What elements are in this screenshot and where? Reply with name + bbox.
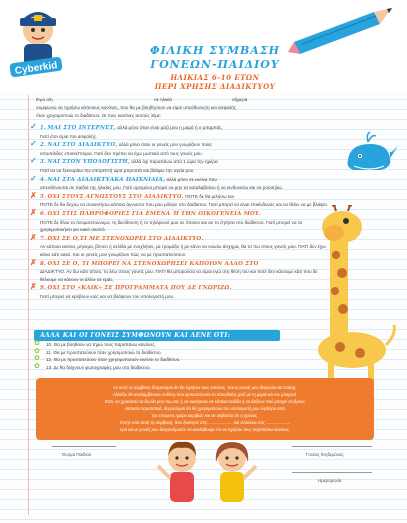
svg-text:Cyberkid: Cyberkid <box>14 60 59 77</box>
flower-icon: ✿ <box>34 362 40 370</box>
list-item: ✿ 13. Δε θα δείχνουν φωτογραφίες μου στο διαδίκτυο. <box>34 362 151 370</box>
rule-item: ✓ 1. ΜΑΙ ΣΤΟ ΙΝΤΕΡΝΕΤ, αλλά μόνο όταν είναι μαζί μου η μαμά ή ο μπαμπάς. Γιατί έτσι είμαι πιο ασφαλής. <box>30 122 223 139</box>
date-label: Ημερομηνία <box>318 478 342 483</box>
rule-item: ✗ 7. ΟΧΙ ΣΕ Ο,ΤΙ ΜΕ ΣΤΕΝΟΧΩΡΕΙ ΣΤΟ ΔΙΑΔΙΚΤΥΟ. Αν κάποια εικόνα, μήνυμα, βίντεο ή σελίδα με ενοχλήσει, με τρομάξει ή με κάνει να νιώσω άσχημα, θα το πω στους γονείς μου. ΠΑΤΙ δεν έχω κάνει κάτι κακό. Και οι γονείς μου γνωρίζουν πώς να με προστατεύσουν. <box>30 232 326 257</box>
rule-item: ✗ 9. ΟΧΙ ΣΤΟ «ΚΛΙΚ» ΣΕ ΠΡΟΓΡΑΜΜΑΤΑ ΠΟΥ ΔΕ ΓΝΩΡΙΖΩ. Γιατί μπορεί να κρύβουν ιούς και να βλάψουν τον υπολογιστή μου. <box>30 282 232 299</box>
subtitle-line2: ΠΕΡΙ ΧΡΗΣΗΣ ΔΙΑΔΙΚΤΥΟΥ <box>154 82 276 91</box>
cross-icon: ✗ <box>30 207 37 217</box>
cross-icon: ✗ <box>30 257 37 267</box>
date-line[interactable] <box>292 472 372 473</box>
rule-item: ✓ 2. ΝΑΙ ΣΤΟ ΔΙΑΔΙΚΤΥΟ, αλλά μόνο όταν οι γονείς μου γνωρίζουν ποιες ιστοσελίδες επισκέπτομαι. Γιατί δεν πρέπει να έχω μυστικά από τους γονείς μου. <box>30 139 213 156</box>
rule-item: ✓ 4. ΝΑΙ ΣΤΑ ΔΙΑΔΙΚΤΥΑΚΑ ΠΑΙΧΝΙΔΙΑ, αλλά μόνο σε εκείνα που απευθύνονται σε παιδιά της ηλικίας μου. Γιατί ορισμένα μπορεί να μην τα καταλαβαίνω ή να κινδυνεύω και να ρούσηλώ. <box>30 173 283 191</box>
cross-icon: ✗ <box>30 232 37 242</box>
check-icon: ✓ <box>30 156 37 166</box>
rule-item: ✗ 6. ΟΧΙ ΣΤΙΣ ΠΛΗΡΟΦΟΡΙΕΣ ΓΙΑ ΕΜΕΝΑ Ή ΤΗΝ ΟΙΚΟΓΕΝΕΙΑ ΜΟΥ. ΠΟΤΕ δε δίνω το όνοματεπώνυμο, τη διεύθυνση ή το τηλέφωνό μου σε όποιον και αν το ζητήσει στο διαδίκτυο. Γιατί μπορεί να τα χρησιμοποιήσει για κακό σκοπό. <box>30 207 303 233</box>
pencil-illustration <box>288 8 398 68</box>
child-signature-label: Όνομα Παιδιού <box>62 452 92 457</box>
cross-icon: ✗ <box>30 190 37 200</box>
title-block <box>120 44 310 91</box>
rule-item: ✗ 5. ΟΧΙ ΣΤΟΥΣ ΑΓΝΩΣΤΟΥΣ ΣΤΟ ΔΙΑΔΙΚΤΥΟ. ΠΟΤΕ δε θα μιλήσω και ΠΟΤΕ δε θα δεχτώ να συναντήσω κάποιο άγνωστο που μου μίλησε στο διαδίκτυο. Γιατί μπορεί να είναι επικίνδυνος και να θέλει να με βλάψει. <box>30 190 328 208</box>
check-icon: ✓ <box>30 122 37 131</box>
parents-section <box>34 330 280 371</box>
label-date: σήμερα <box>232 97 248 102</box>
rule-item: ✗ 8. ΟΧΙ ΣΕ Ο, ΤΙ ΜΠΟΡΕΙ ΝΑ ΣΤΕΝΟΧΩΡΗΣΕΙ ΚΑΠΟΙΟΝ ΑΛΛΟ ΣΤΟ ΔΙΑΔΙΚΤΥΟ. Αν δω κάτι τέτοιο, το λέω στους γονείς μου. ΠΑΤΙ θα μπορούσα να είμαι εγώ στη θέση του και ποτέ δεν κάνουμε κάτι που δε θέλουμε να κάνουν οι άλλοι σε εμάς. <box>30 257 318 282</box>
kids-illustration <box>152 436 262 516</box>
giraffe-illustration <box>290 205 402 385</box>
margin-line <box>28 95 29 515</box>
rules-list <box>30 124 330 301</box>
cross-icon: ✗ <box>30 282 37 292</box>
agreement-text: Αν αυτή τη σύμβαση δεσμεύομαι ότι θα τηρήσω τους κανόνες. Και οι γονείς μου δεσμεύονται επίσης. Αλλάζω θα αναλαμβάνουν ευθύνη που εμπιστεύονται τα σπουδαίας μαζί με τη μαμά και τον μπαμπά. Έτσι, αν χρειαστεί να δω θα μου πω σας ή να ασκήσουν σε κάποια σελίδα ή να δείξουν πού μπορεί να βρουν έκτακτα περιστατικά, δεσμεύομαι ότι θα χρησιμοποιώ τον υπολογιστή μου λιγότερο από την επόμενη ημέρα ακριβώς και να σεβαστώ ότι ο χρόνος. Έκτην από αυτή τη σύμβαση, που ξεκίνησε στις: .................... και τελειώνει στις: .................... εγώ και οι γονείς μου δεσμευόμαστε να αναλάβουμε ότι να τηρήσω τους παραπάνω κανόνες. <box>104 385 306 432</box>
child-signature-line[interactable] <box>52 446 116 447</box>
flower-icon: ✿ <box>34 355 40 363</box>
parent-signature-label: Γονέας /Κηδεμόνας <box>306 452 344 457</box>
cyberkid-logo <box>6 6 66 88</box>
header <box>0 0 407 92</box>
intro-line2: συμφωνώ να τηρήσω κάποιους κανόνες, που θα με βοηθήσουν να είμαι υπεύθυνος/η και ασφαλής <box>36 105 237 110</box>
list-item: ✿ 12. Θα με προστατεύουν όταν χρησιμοποιούν εκείνοι το διαδίκτυο. <box>34 355 181 363</box>
whale-illustration <box>340 130 400 180</box>
label-age: σε ηλικία <box>154 97 173 102</box>
parents-title: ΑΛΛΑ ΚΑΙ ΟΙ ΓΟΝΕΙΣ ΣΥΜΦΩΝΟΥΝ ΚΑΙ ΛΕΝΕ ΟΤΙ: <box>34 330 280 341</box>
intro-block <box>36 96 366 120</box>
check-icon: ✓ <box>30 173 37 183</box>
label-name: Εγώ ο/η <box>36 97 53 102</box>
title-line1: ΦΙΛΙΚΗ ΣΥΜΒΑΣΗ <box>150 44 280 57</box>
parent-signature-line[interactable] <box>292 446 372 447</box>
flower-icon: ✿ <box>34 347 40 355</box>
flower-icon: ✿ <box>34 340 40 347</box>
list-item: ✿ 10. Θα με βοηθούν να τηρώ τους παραπάνω κανόνες. <box>34 340 156 347</box>
agreement-box <box>36 378 374 440</box>
list-item: ✿ 11. Θα με προστατεύουν όταν χρησιμοποιώ το διαδίκτυο. <box>34 347 162 355</box>
rule-item: ✓ 3. ΝΑΙ ΣΤΟΝ ΥΠΟΛΟΓΙΣΤΗ, αλλά όχι παραπάνω από 1 ώρα την ημέρα. Γιατί να να ξεκουράω την επιτρεπτή ώρα μπροστά και βλάφω την υγεία μου. <box>30 156 219 173</box>
check-icon: ✓ <box>30 139 37 149</box>
intro-line3: όταν χρησιμοποιώ το διαδίκτυο. Οι τους κανόνες αυτούς λέμε: <box>36 113 162 118</box>
title-line2: ΓΟΝΕΩΝ-ΠΑΙΔΙΟΥ <box>150 58 280 71</box>
subtitle-line1: ΗΛΙΚΙΑΣ 6-10 ΕΤΩΝ <box>170 73 260 82</box>
